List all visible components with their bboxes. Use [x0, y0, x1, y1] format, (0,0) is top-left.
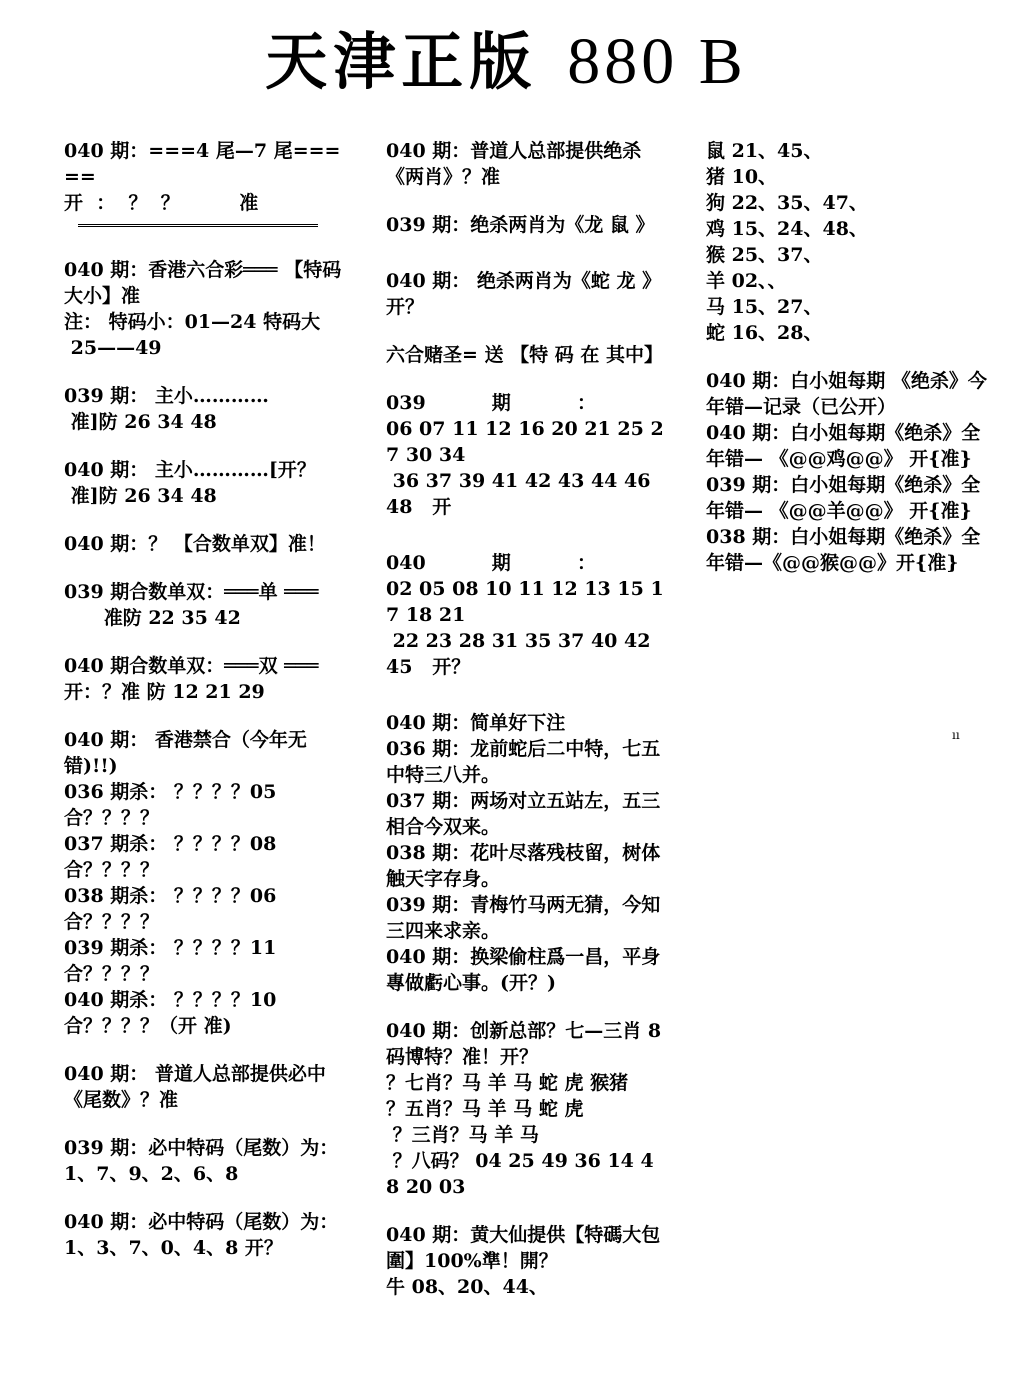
entry-line: 039 期：青梅竹马两无猜，今知三四来求亲。 — [386, 894, 661, 942]
entry-line: 040 期：黄大仙提供【特碼大包圍】100%準！開？ — [386, 1224, 661, 1272]
entry-line: 蛇 16、28、 — [706, 322, 823, 344]
entry-line: 039 期：必中特码（尾数）为： — [64, 1137, 339, 1159]
entry-block — [386, 550, 664, 680]
entry-line: 鼠 21、45、 — [706, 140, 823, 162]
entry-line: 036 期：龙前蛇后二中特，七五中特三八并。 — [386, 738, 661, 786]
entry-line: 02 05 08 10 11 12 13 15 17 18 21 — [386, 578, 664, 626]
entry-line: 040 期：香港六合彩═══ 【特码大小】准 — [64, 259, 342, 307]
column-left — [64, 138, 344, 1261]
entry-line: 039 期合数单双：═══单 ═══ — [64, 581, 319, 603]
entry-spacer — [64, 227, 344, 257]
entry-line: ？七肖？马 羊 马 蛇 虎 猴猪 — [386, 1072, 629, 1094]
entry-block — [386, 268, 664, 320]
entry-block — [64, 457, 344, 509]
entry-line: 鸡 15、24、48、 — [706, 218, 868, 240]
entry-line: 040 期：===4 尾—7 尾===== — [64, 140, 341, 188]
entry-block — [64, 1209, 344, 1261]
entry-spacer — [64, 1039, 344, 1061]
entry-line: 准防 22 35 42 — [64, 607, 241, 629]
entry-line: 040 期： 普道人总部提供必中《尾数》？准 — [64, 1063, 326, 1111]
entry-spacer — [386, 1200, 664, 1222]
title-main: 天津正版 — [265, 25, 538, 98]
entry-line: 040 期：白小姐每期《绝杀》全年错— 《@@鸡@@》 开{准} — [706, 422, 981, 470]
column-middle — [386, 138, 668, 1300]
entry-block — [64, 653, 344, 705]
entry-line: 猴 25、37、 — [706, 244, 823, 266]
entry-line: 038 期杀： ？？？？06 合？？？？ — [64, 885, 283, 933]
entry-spacer — [64, 1113, 344, 1135]
entry-block — [386, 138, 664, 190]
entry-block — [64, 257, 344, 361]
entry-block — [386, 212, 664, 238]
entry-line: 040 期合数单双：═══双 ═══ — [64, 655, 319, 677]
entry-line: 040 期杀： ？？？？10 合？？？？（开 准) — [64, 989, 283, 1037]
entry-line: 040 期：简单好下注 — [386, 712, 566, 734]
entry-block — [706, 368, 988, 576]
entry-spacer — [386, 680, 664, 710]
entry-spacer — [64, 509, 344, 531]
stray-mark: ıı — [952, 728, 960, 742]
entry-line: 06 07 11 12 16 20 21 25 27 30 34 — [386, 418, 664, 466]
entry-line: 1、3、7、0、4、8 开？ — [64, 1237, 283, 1259]
entry-block — [706, 138, 988, 346]
entry-line: 开 ： ？ ？ 准 — [64, 192, 259, 214]
entry-line: 037 期：两场对立五站左，五三相合今双来。 — [386, 790, 661, 838]
entry-line: 36 37 39 41 42 43 44 46 48 开 — [386, 470, 658, 518]
entry-line: 开：？准 防 12 21 29 — [64, 681, 265, 703]
entry-block — [386, 390, 664, 520]
entry-line: 040 期： 香港禁合（今年无错)!!) — [64, 729, 307, 777]
entry-line: 038 期：花叶尽落残枝留，树体触天字存身。 — [386, 842, 661, 890]
entry-line: 036 期杀： ？？？？05 合？？？？ — [64, 781, 283, 829]
entry-spacer — [64, 631, 344, 653]
entry-line: 037 期杀： ？？？？08 合？？？？ — [64, 833, 283, 881]
entry-line: 狗 22、35、47、 — [706, 192, 868, 214]
entry-line: 25——49 — [64, 337, 162, 359]
entry-spacer — [64, 435, 344, 457]
entry-block — [386, 1018, 668, 1200]
entry-line: 040 期 ： — [386, 552, 596, 574]
entry-block — [64, 727, 344, 1039]
entry-line: 038 期：白小姐每期《绝杀》全年错—《@@猴@@》开{准} — [706, 526, 981, 574]
entry-line: ？五肖？马 羊 马 蛇 虎 — [386, 1098, 584, 1120]
entry-line: 039 期杀： ？？？？11 合？？？？ — [64, 937, 283, 985]
entry-spacer — [64, 361, 344, 383]
entry-line: 039 期 ： — [386, 392, 596, 414]
entry-line: 六合赌圣= 送 【特 码 在 其中】 — [386, 344, 663, 366]
entry-line: 039 期： 主小………… — [64, 385, 269, 407]
page-title — [0, 22, 1012, 102]
entry-block — [386, 1222, 664, 1300]
entry-block — [64, 1061, 344, 1113]
entry-line: 040 期：普道人总部提供绝杀《两肖》？准 — [386, 140, 642, 188]
entry-line: 准]防 26 34 48 — [64, 485, 217, 507]
entry-spacer — [386, 190, 664, 212]
entry-line: 羊 02、、 — [706, 270, 787, 292]
entry-spacer — [386, 520, 664, 550]
entry-line: ？八码？ 04 25 49 36 14 48 20 03 — [386, 1150, 654, 1198]
entry-line: 猪 10、 — [706, 166, 778, 188]
entry-block — [64, 531, 344, 557]
entry-line: 040 期：白小姐每期 《绝杀》今年错—记录（已公开） — [706, 370, 987, 418]
entry-block — [64, 138, 344, 227]
entry-block — [386, 710, 664, 996]
entry-line: 马 15、27、 — [706, 296, 823, 318]
title-code: 880 B — [567, 25, 747, 98]
entry-line: 040 期： 主小…………[开？ — [64, 459, 316, 481]
entry-block — [64, 1135, 344, 1187]
entry-block — [64, 579, 344, 631]
entry-spacer — [64, 1187, 344, 1209]
entry-spacer — [64, 705, 344, 727]
entry-block — [386, 342, 664, 368]
entry-line: 1、7、9、2、6、8 — [64, 1163, 239, 1185]
entry-spacer — [386, 996, 664, 1018]
entry-line: 039 期：白小姐每期《绝杀》全年错— 《@@羊@@》 开{准} — [706, 474, 981, 522]
entry-spacer — [386, 320, 664, 342]
column-right — [706, 138, 988, 576]
entry-line: ？三肖？马 羊 马 — [386, 1124, 539, 1146]
entry-line: 准]防 26 34 48 — [64, 411, 217, 433]
entry-spacer — [706, 346, 988, 368]
entry-line: 040 期：必中特码（尾数）为： — [64, 1211, 339, 1233]
entry-line: 22 23 28 31 35 37 40 42 45 开？ — [386, 630, 658, 678]
entry-spacer — [386, 368, 664, 390]
entry-line: 牛 08、20、44、 — [386, 1276, 548, 1298]
entry-line: 040 期：创新总部？七—三肖 8 码博特？准！开？ — [386, 1020, 668, 1068]
entry-spacer — [64, 557, 344, 579]
entry-line: 040 期： 绝杀两肖为《蛇 龙 》开？ — [386, 270, 662, 318]
entry-line: 039 期：绝杀两肖为《龙 鼠 》 — [386, 214, 655, 236]
entry-line: 040 期：换梁偷柱爲一昌，平身專做虧心事。(开？) — [386, 946, 661, 994]
entry-block — [64, 383, 344, 435]
entry-line: 注： 特码小：01—24 特码大 — [64, 311, 321, 333]
entry-line: 040 期：？ 【合数单双】准！ — [64, 533, 326, 555]
entry-spacer — [386, 238, 664, 268]
